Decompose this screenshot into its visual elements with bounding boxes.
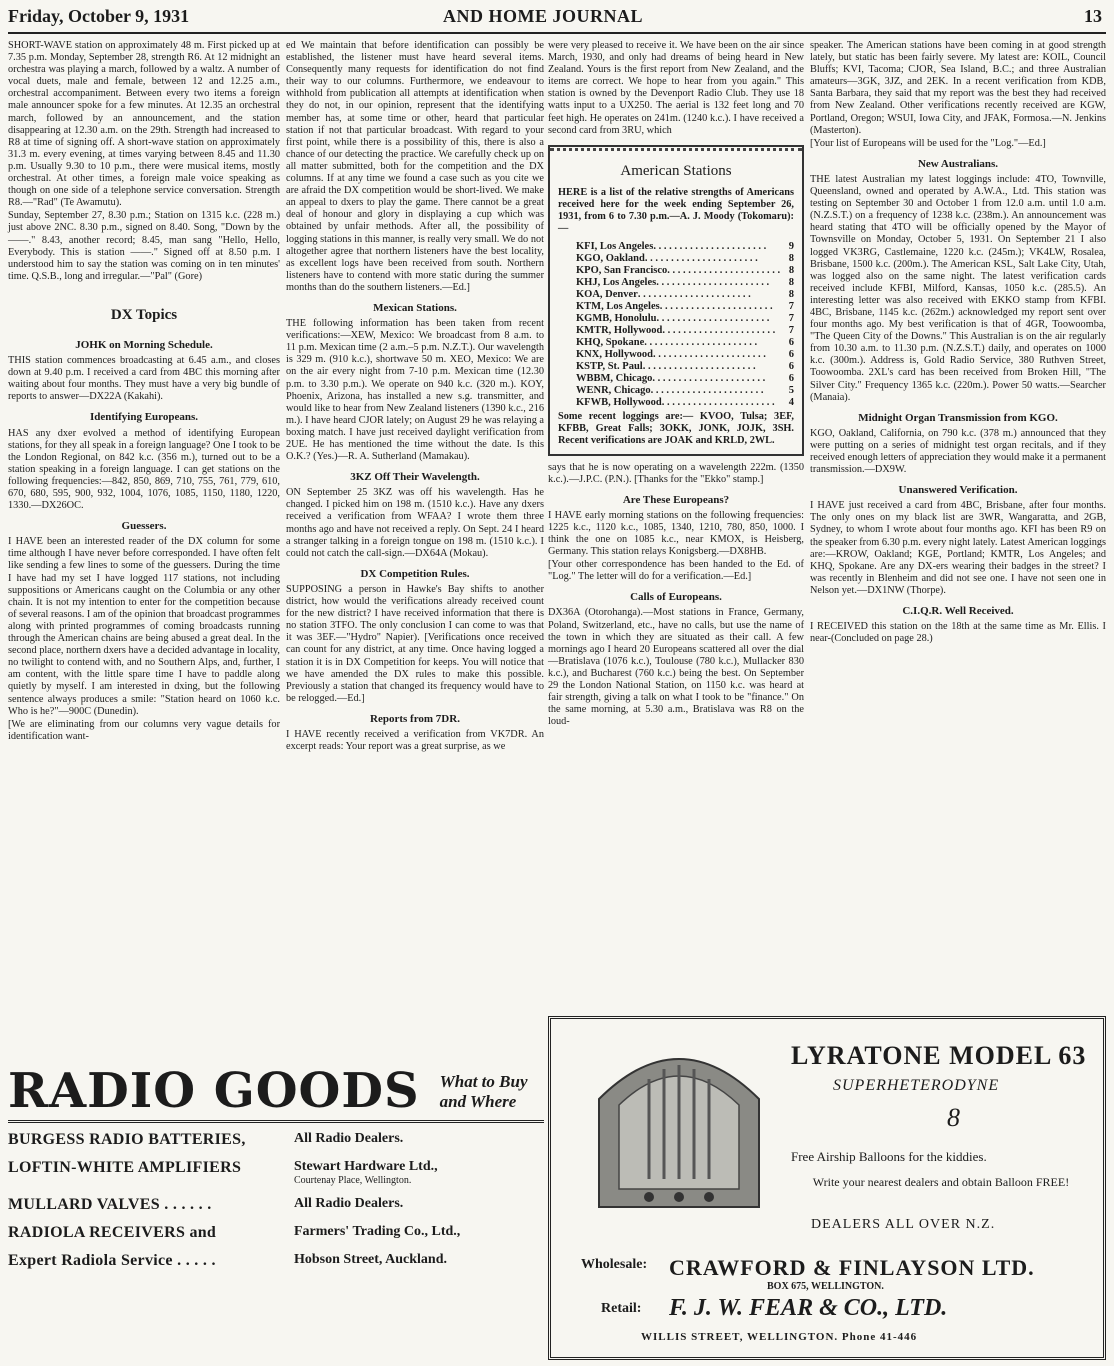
- station-strength: 6: [788, 373, 794, 385]
- ad-dealer: [294, 1224, 460, 1240]
- leader-dots: [651, 385, 780, 397]
- retail-name: F. J. W. FEAR & CO., LTD.: [669, 1295, 948, 1321]
- unanswered-heading: Unanswered Verification.: [898, 484, 1018, 497]
- midnight-organ-heading: Midnight Organ Transmission from KGO.: [858, 411, 1058, 424]
- station-strength: 6: [788, 361, 794, 373]
- american-stations-intro: HERE is a list of the relative strengths of Americans received here for the week ending September 26, 1931, from 6 to 7.30 p.m.—A. J. Moody (Tokomaru):—: [558, 186, 794, 235]
- lyratone-ad: [548, 1016, 1106, 1360]
- ad-dealer: [294, 1159, 438, 1186]
- leader-dots: [653, 349, 780, 361]
- station-name: KFWB, Hollywood: [576, 397, 662, 409]
- column-3: [548, 40, 804, 728]
- ad-dealer: [294, 1196, 403, 1212]
- ad-dealer: [294, 1252, 447, 1268]
- johk-text: THIS station commences broadcasting at 6.45 a.m., and closes down at 9.40 p.m. I received a card from 4BC this morning after waiting about four months. They must have a very big bundle of reports to answer—DX22A (Kakahi).: [8, 355, 280, 403]
- station-strength: 8: [788, 265, 795, 277]
- mexican-heading: Mexican Stations.: [373, 301, 457, 314]
- 7dr-text: I HAVE recently received a verification from VK7DR. An excerpt reads: Your report was a great surprise, as we: [286, 728, 544, 753]
- ad-dealer-address: Courtenay Place, Wellington.: [294, 1175, 412, 1186]
- 7dr-heading: Reports from 7DR.: [370, 712, 460, 725]
- leader-dots: [638, 289, 780, 301]
- station-name: KMTR, Hollywood: [576, 325, 663, 337]
- ad-product: BURGESS RADIO BATTERIES,: [8, 1131, 246, 1148]
- tagline-line-1: What to Buy: [439, 1072, 528, 1091]
- station-strength: 6: [788, 337, 794, 349]
- ad-row: [8, 1252, 544, 1270]
- station-row: [576, 241, 794, 253]
- station-strength: 5: [788, 385, 794, 397]
- radio-goods-banner: [8, 1063, 544, 1123]
- article-sunday: Sunday, September 27, 8.30 p.m.; Station on 1315 k.c. (228 m.) just above 2NC. 8.30 p.m., signed on 8.40. Song, "Down by the ——." 8.43, another record; 8.45, man sang "Hello, Hello, Everybody. This is station ——." Signed off at 8.50 p.m. I understood him to say the station was coming on in ten minutes' time. Q.S.B., long and irregular.—"Pal" (Gore): [8, 210, 280, 282]
- dx-topics-heading: DX Topics: [110, 306, 178, 323]
- column-1: [8, 40, 280, 1062]
- american-stations-title: American Stations: [620, 162, 732, 179]
- ad-row: [8, 1196, 544, 1214]
- radio-cabinet-illustration: [579, 1039, 779, 1207]
- midnight-organ-text: KGO, Oakland, California, on 790 k.c. (378 m.) announced that they were putting on a series of midnight test organ recitals, and if they received enough letters of appreciation they would make it a permanent transmission.—DX9W.: [810, 427, 1106, 476]
- station-row: [576, 397, 794, 409]
- 3kz-text: ON September 25 3KZ was off his wavelength. Has he changed. I picked him on 198 m. (1510 k.c.). Have any dxers received a verification from WFAA? I wrote them three months ago and have not received a reply. On Sept. 24 I heard a stranger talking in a foreign tongue on 198 m. (1510 k.c.). I could not catch the call-sign.—DX64A (Mokau).: [286, 487, 544, 559]
- wholesale-label: Wholesale:: [581, 1257, 648, 1272]
- leader-dots: [644, 337, 780, 349]
- station-name: KGMB, Honolulu: [576, 313, 657, 325]
- 7dr-cont: were very pleased to receive it. We have been on the air since March, 1930, and only had dreams of being heard in New Zealand. Yours is the first report from New Zealand, and the items are correct. We hope to hear from you again." This station is owned by the Devenport Radio Club. They use 18 watts input to a UX250. The aerial is 132 feet long and 70 feet high. He operates on 241m. (1240 k.c.). I have received a second card from 3RU, which: [548, 40, 804, 136]
- station-name: WENR, Chicago: [576, 385, 651, 397]
- station-strength: 7: [788, 325, 794, 337]
- station-list: [558, 241, 794, 409]
- station-row: [576, 289, 794, 301]
- johk-heading: JOHK on Morning Schedule.: [75, 338, 213, 351]
- article-shortwave: SHORT-WAVE station on approximately 48 m. First picked up at 7.35 p.m. Monday, September 28, strength R6. At 12 midnight an orchestra was playing a march, followed by a waltz. A number of vocal duets, male and female, between 12 and 12.25 a.m., orchestral accompaniment. Between every two items a foreign male announcer spoke for a few minutes. At 12.35 an orchestral march, followed by an announcement, and the station disappearing at 12.30 a.m. on the 29th. Strength had increased to R8 at time of signing off. A short-wave station on approximately 31.3 m. every evening, at times varying between 8.45 and 11.30 p.m. Usually 9.30 to 10 p.m., there were musical items, mostly orchestral. At other times, a foreign male voice speaking as though on one side of a telephone service conversation. Strength R8.—"Rad" (Te Awamutu).: [8, 40, 280, 209]
- wholesale-name: CRAWFORD & FINLAYSON LTD.: [669, 1255, 1035, 1280]
- ad-product: MULLARD VALVES . . . . . .: [8, 1196, 212, 1213]
- ad-row: [8, 1224, 544, 1242]
- leader-dots: [652, 373, 780, 385]
- station-row: [576, 361, 794, 373]
- leader-dots: [643, 361, 780, 373]
- ad-dealer-name: Stewart Hardware Ltd.,: [294, 1159, 438, 1174]
- ad-product: Expert Radiola Service . . . . .: [8, 1252, 216, 1269]
- dealers-all-over: DEALERS ALL OVER N.Z.: [811, 1217, 996, 1232]
- station-strength: 4: [788, 397, 794, 409]
- station-name: KOA, Denver: [576, 289, 638, 301]
- ad-dealer: [294, 1131, 403, 1147]
- write-dealers: Write your nearest dealers and obtain Balloon FREE!: [812, 1175, 1070, 1189]
- radio-goods-headline: RADIO GOODS: [8, 1063, 420, 1119]
- column-4: [810, 40, 1106, 1056]
- calls-cont: speaker. The American stations have been coming in at good strength lately, but static has been fairly severe. My latest are: KOIL, Council Bluffs; KVI, Tacoma; CJOR, Sea Island, B.C.; and three Australian amateurs—3GK, 3JZ, and 2EK. In a recent verification from KDB, Santa Barbara, they said that my report was the best they had received from New Zealand. Other verifications recently received are KGW, Portland, Oregon; WSUI, Iowa City, and JFAK, Formosa.—N. Jenkins (Masterton).: [810, 40, 1106, 136]
- wholesale-box: BOX 675, WELLINGTON.: [767, 1281, 884, 1292]
- column-2: [286, 40, 544, 1062]
- log-note: [Your list of Europeans will be used for the "Log."—Ed.]: [810, 137, 1046, 149]
- lyratone-subtitle: SUPERHETERODYNE: [833, 1077, 1000, 1094]
- station-row: [576, 337, 794, 349]
- station-name: KHJ, Los Angeles: [576, 277, 657, 289]
- leader-dots: [645, 253, 780, 265]
- station-strength: 7: [788, 313, 794, 325]
- radio-goods-tagline: [440, 1072, 528, 1112]
- american-stations-box: [548, 145, 804, 456]
- station-name: KNX, Hollywood: [576, 349, 654, 361]
- editor-note-cont: ed We maintain that before identification can possibly be established, the listener must have heard several items. Consequently many requests for identification do not find their way to our columns. Furthermore, we endeavour to withhold from publication all attempts at identification when they do not, in our opinion, represent that the identifying member has, at some time or other, heard that particular station if not that particular broadcast. With regard to your first point, while there is a possibility of this, there is also a chance of our detecting the practice. We carefully check up on all matter submitted, both for the competition and the DX columns. If at any time we found a case such as you cite we are afraid the DX competition would be short-lived. We make an appeal to dxers to play the game. There cannot be a great deal of honour and glory in displaying a cup which was obtained by unfair methods. After all, the possibility of logging stations in this manner, is really very small. We do not altogether agree that northern listeners have the best locality, as excellent logs have been received from south. Northern listeners have to contend with more static during the summer months than do the southern listeners.—Ed.]: [286, 40, 544, 293]
- station-row: [576, 325, 794, 337]
- rules-heading: DX Competition Rules.: [360, 567, 470, 580]
- radio-goods-ad: [8, 1063, 544, 1358]
- new-australians-heading: New Australians.: [917, 157, 999, 170]
- europeans-heading: Are These Europeans?: [622, 493, 730, 506]
- leader-dots: [657, 313, 780, 325]
- page-header: [8, 6, 1106, 34]
- identifying-text: HAS any dxer evolved a method of identifying European stations, for they all speak in a foreign language? One I took to be the London Regional, on 842 k.c. (356 m.), turned out to be a station speaking in a foreign language. I can get stations on the following frequencies:—842, 850, 869, 710, 755, 761, 779, 610, 670, 680, 595, 900, 932, 1004, 1076, 1085, 1150, 1180, 1220, 1330.—DX26OC.: [8, 427, 280, 512]
- recent-loggings: Some recent loggings are:— KVOO, Tulsa; 3EF, KFBB, Great Falls; 3OKK, JONK, JOJK, 3SH. Recent verifications are JOAK and KRLD, 2WL.: [558, 411, 794, 447]
- identifying-heading: Identifying Europeans.: [90, 411, 198, 424]
- page-number: 13: [1084, 6, 1102, 26]
- europeans-text: I HAVE early morning stations on the following frequencies: 1225 k.c., 1120 k.c., 1085, 1340, 1210, 780, 850, 1000. I think the one on 1085 k.c., near KMOX, is Heisberg, Germany. This station relays Konigsberg.—DX8HB.: [548, 509, 804, 558]
- station-strength: 7: [788, 301, 794, 313]
- free-balloons: Free Airship Balloons for the kiddies.: [791, 1149, 987, 1164]
- station-name: KSTP, St. Paul: [576, 361, 643, 373]
- station-row: [576, 313, 794, 325]
- wavelength-text: says that he is now operating on a wavelength 222m. (1350 k.c.).—J.P.C. (P.N.). [Thanks for the "Ekko" stamp.]: [548, 461, 804, 485]
- calls-text: DX36A (Otorohanga).—Most stations in France, Germany, Poland, Switzerland, etc., have no calls, but use the name of the town in which they are situated as their call. A few mornings ago I heard 20 Europeans scattered all over the dial—Bratislava (1076 k.c.), Toulouse (780 k.c.), Mullacker 830 k.c.), and Bucharest (760 k.c.) being the best. On September 29 the London National Station, on 1150 k.c. was heard at fair strength, giving a talk on what I took to be "finance." On the same morning, at 5.30 a.m., Bratislava was R8 on the loud-: [548, 607, 804, 728]
- station-row: [576, 253, 794, 265]
- station-strength: 8: [788, 289, 794, 301]
- leader-dots: [662, 325, 780, 337]
- leader-dots: [667, 265, 780, 277]
- leader-dots: [653, 241, 780, 253]
- station-name: KTM, Los Angeles: [576, 301, 660, 313]
- 3kz-heading: 3KZ Off Their Wavelength.: [350, 471, 480, 484]
- station-name: KPO, San Francisco: [576, 265, 668, 277]
- new-australians-text: THE latest Australian my latest loggings include: 4TO, Townville, Queensland, owned and operated by A.W.A., Ltd. This station was testing on September 30 and October 1 from 12.0 a.m. until 1.0 a.m. (N.Z.S.T.) on a frequency of 1238 k.c. (238m.). An announcement was heard stating that 4TO will be officially opened by the Mayor of Townsville on Monday, October 5, 1931. On September 21 I also logged VK3RG, Castlemaine, 1220 k.c. (245m.); VK4LW, Rosalea, Brisbane, 1500 k.c. (200m.). The American KSL, Salt Lake City, Utah, was logged also on the same night. The latest verification cards received include KFBI, Milford, Kansas, 1050 k.c. (285.5). An interesting letter was also received with EKKO stamp from KFBI. 4BC, Brisbane, 1145 k.c. (262m.) acknowledged my report sent over four months ago. My best verification is that of 4GR, Toowoomba, "The Queen City of the Downs." This Australian is on the air regularly from 10.30 a.m. to 11.30 p.m. (N.Z.S.T.) daily, and operates on 1000 k.c. (300m.). Address is, Gold Radio Service, 380 Ruthven Street, Toowoomba. 2XL's card has been received from Broken Hill, "The Silver City." Frequency 1365 k.c. (220m.). Power 50 watts.—Searcher (Manaia).: [810, 173, 1106, 403]
- station-row: [576, 373, 794, 385]
- retail-label: Retail:: [601, 1301, 642, 1316]
- calls-heading: Calls of Europeans.: [630, 591, 722, 604]
- ciqr-heading: C.I.Q.R. Well Received.: [902, 605, 1014, 618]
- station-row: [576, 265, 794, 277]
- ad-row: [8, 1131, 544, 1149]
- ad-product: RADIOLA RECEIVERS and: [8, 1224, 217, 1241]
- station-name: KGO, Oakland: [576, 253, 645, 265]
- guessers-text: I HAVE been an interested reader of the DX column for some time although I have never before corresponded. I have often felt like sending a few lines to some of the guessers. During the time I have had my set I have logged 117 stations, not including suppositions or Americans caught on the Columbia or any other chain. It is not my intention to enter for the competition because of several reasons. I am of the opinion that broadcast programmes along with printed programmes of coming broadcasts running through the American chains are being abused a great deal. In the second place, northern dxers have a decided advantage in locality, no twilight to contend with, and no Southern Alps, and, further, I am content, with the little spare time I have to paddle along quietly by myself. I am interested in dxing, but the following sentence always produces a smile: "Station heard on 1060 k.c. Who is he?"—900C (Dunedin).: [8, 536, 280, 717]
- lyratone-number: 8: [947, 1103, 960, 1132]
- leader-dots: [662, 397, 780, 409]
- station-row: [576, 277, 794, 289]
- europeans-note: [Your other correspondence has been handed to the Ed. of "Log." The letter will do for a verification.—Ed.]: [548, 559, 804, 583]
- retail-address: WILLIS STREET, WELLINGTON. Phone 41-446: [641, 1331, 918, 1343]
- ad-dealer-name: Farmers' Trading Co., Ltd.,: [294, 1224, 461, 1239]
- ad-dealer-name: Hobson Street, Auckland.: [294, 1252, 447, 1267]
- station-row: [576, 301, 794, 313]
- ciqr-text: I RECEIVED this station on the 18th at the same time as Mr. Ellis. I near-(Concluded on page 28.): [810, 621, 1106, 645]
- ad-product: LOFTIN-WHITE AMPLIFIERS: [8, 1159, 242, 1176]
- ad-row: [8, 1159, 544, 1186]
- editor-note: [We are eliminating from our columns very vague details for identification want-: [8, 718, 280, 742]
- ad-dealer-name: All Radio Dealers.: [294, 1196, 404, 1211]
- station-strength: 8: [788, 253, 794, 265]
- unanswered-text: I HAVE just received a card from 4BC, Brisbane, after four months. The only ones on my black list are 3WR, Wangaratta, and 2GB, Sydney, to whom I wrote about four months ago. KFI has been R9 on the speaker from 6.30 p.m. every night lately. Latest American loggings are:—KROW, Oakland; KGE, Portland; KMTR, Los Angeles; and KHQ, Spokane. Are any DX-ers wearing their badges in the street? I was recently in Blenheim and did not see one. I have not seen one in Nelson yet.—DX1NW (Thorpe).: [810, 500, 1106, 596]
- station-row: [576, 385, 794, 397]
- station-strength: 9: [788, 241, 794, 253]
- station-name: WBBM, Chicago: [576, 373, 653, 385]
- station-strength: 6: [788, 349, 794, 361]
- station-strength: 8: [788, 277, 794, 289]
- leader-dots: [656, 277, 780, 289]
- station-name: KFI, Los Angeles: [576, 241, 654, 253]
- radio-goods-list: [8, 1131, 544, 1270]
- tagline-line-2: and Where: [439, 1092, 517, 1111]
- issue-date: Friday, October 9, 1931: [8, 6, 190, 26]
- mexican-text: THE following information has been taken from recent verifications:—XEW, Mexico: We broadcast from 8 a.m. to 11 p.m. Mexican time (2 a.m.–5 p.m. N.Z.T.). Our wavelength is 329 m. (910 k.c.), shortwave 50 m. XEO, Mexico: We are on the air every night from 7-10 p.m. Mexican time (12.30 p.m. to 3.30 p.m.). We operate on 940 k.c. (320 m.). KOY, Phoenix, Arizona, has installed a new s.g. transmitter, and would like to hear from New Zealand listeners (1390 k.c., 216 m.). I have heard CJOR lately; on August 29 he was relaying a boxing match. I have just received daylight verification from 2UE. He has mentioned the time without the date. Is this O.K.? (Yes.)—R. A. Sutherland (Mamakau).: [286, 318, 544, 463]
- guessers-heading: Guessers.: [121, 520, 167, 533]
- station-name: KHQ, Spokane: [576, 337, 645, 349]
- publication-title: AND HOME JOURNAL: [443, 6, 643, 26]
- rules-text: SUPPOSING a person in Hawke's Bay shifts to another district, how would the verifications already received count for the new district? I have received information that there is no station 3TFO. The only conclusion I can come to was that it was 3EF.—"Hydro" Napier). [Verifications once received can count for any district, at any time. Once having logged a station it is in DX Competition for keeps. You will notice that we have amended the DX rules to make this possible. Previously a station that changed its frequency would have to be relogged.—Ed.]: [286, 583, 544, 704]
- station-row: [576, 349, 794, 361]
- ad-dealer-name: All Radio Dealers.: [294, 1131, 404, 1146]
- lyratone-model: LYRATONE MODEL 63: [791, 1041, 1087, 1070]
- leader-dots: [660, 301, 780, 313]
